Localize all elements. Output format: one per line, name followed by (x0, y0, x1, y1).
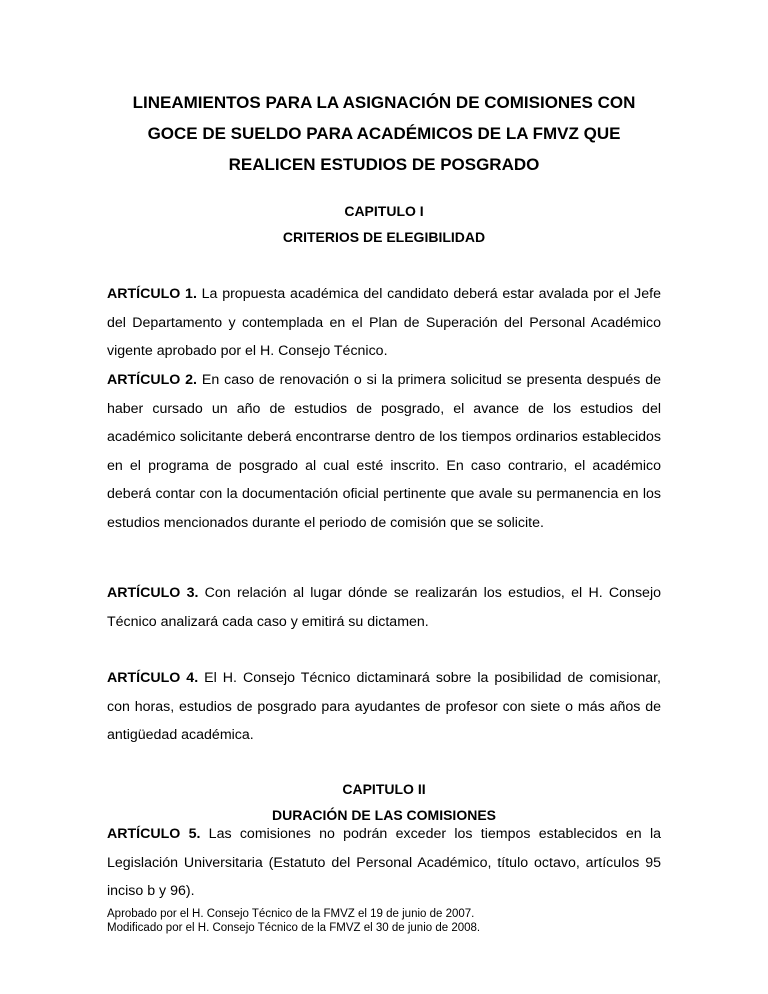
article-text: Las comisiones no podrán exceder los tiempos establecidos en la Legislación Universitaria (Estatuto del Personal Académico, título octavo, artículos 95 inciso b y 96). (107, 826, 661, 899)
title-line: REALICEN ESTUDIOS DE POSGRADO (228, 155, 540, 174)
article-text: La propuesta académica del candidato deberá estar avalada por el Jefe del Departamento y contemplada en el Plan de Superación del Personal Académico vigente aprobado por el H. Consejo Técnico. (107, 286, 661, 359)
chapter-number: CAPITULO I (344, 203, 424, 219)
footer-modification-note: Modificado por el H. Consejo Técnico de la FMVZ el 30 de junio de 2008. (107, 922, 481, 934)
article-1 (107, 280, 661, 366)
document-footer (107, 907, 667, 935)
article-label: ARTÍCULO 1. (107, 286, 197, 302)
article-3 (107, 579, 661, 636)
chapter-number: CAPITULO II (342, 781, 426, 797)
article-label: ARTÍCULO 3. (107, 585, 199, 601)
article-4 (107, 664, 661, 750)
article-text: En caso de renovación o si la primera solicitud se presenta después de haber cursado un año de estudios de posgrado, el avance de los estudios del académico solicitante deberá encontrarse dentro de los tiempos ordinarios establecidos en el programa de posgrado al cual esté inscrito. En caso contrario, el académico deberá contar con la documentación oficial pertinente que avale su permanencia en los estudios mencionados durante el periodo de comisión que se solicite. (107, 372, 661, 531)
title-line: GOCE DE SUELDO PARA ACADÉMICOS DE LA FMVZ QUE (147, 124, 621, 143)
article-text: Con relación al lugar dónde se realizarán los estudios, el H. Consejo Técnico analizará cada caso y emitirá su dictamen. (107, 585, 661, 630)
article-label: ARTÍCULO 4. (107, 670, 199, 686)
article-text: El H. Consejo Técnico dictaminará sobre la posibilidad de comisionar, con horas, estudios de posgrado para ayudantes de profesor con siete o más años de antigüedad académica. (107, 670, 661, 743)
chapter-name: DURACIÓN DE LAS COMISIONES (271, 807, 496, 823)
footer-approval-note: Aprobado por el H. Consejo Técnico de la FMVZ el 19 de junio de 2007. (107, 908, 475, 920)
article-5 (107, 820, 661, 906)
article-2 (107, 366, 661, 537)
article-label: ARTÍCULO 2. (107, 372, 197, 388)
chapter-name: CRITERIOS DE ELEGIBILIDAD (282, 229, 486, 245)
chapter-heading-1 (100, 198, 668, 250)
document-title (100, 87, 668, 180)
article-label: ARTÍCULO 5. (107, 826, 201, 842)
title-line: LINEAMIENTOS PARA LA ASIGNACIÓN DE COMISIONES CON (132, 93, 636, 112)
